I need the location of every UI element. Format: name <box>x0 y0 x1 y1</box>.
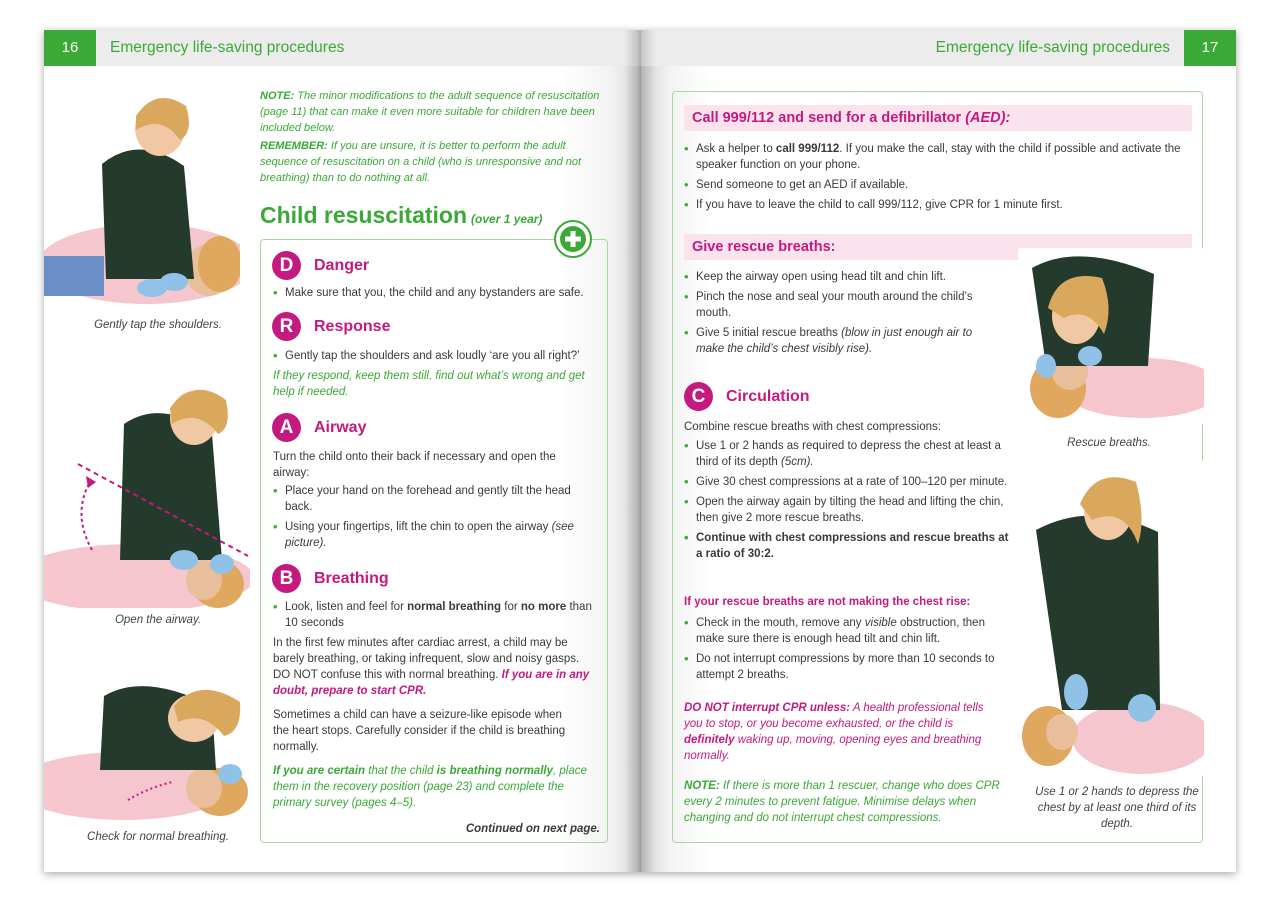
list-item <box>684 141 1184 173</box>
dont-c: waking up, moving, opening eyes and breathing normally. <box>684 734 982 762</box>
breathing-g3: is breathing normally <box>436 765 553 777</box>
breathing-para-1 <box>273 635 593 699</box>
right-page-header <box>640 30 1236 66</box>
list-item: • Pinch the nose and seal your mouth around the child’s mouth. <box>684 289 994 321</box>
list-item: • Give 30 chest compressions at a rate of 100–120 per minute. <box>684 474 1010 490</box>
letter-r-badge: R <box>272 312 301 341</box>
note-label: NOTE: <box>260 90 295 102</box>
danger-text <box>273 285 603 305</box>
list-item <box>273 599 603 631</box>
airway-intro: Turn the child onto their back if necessary and open the airway: <box>273 451 556 479</box>
call-title: Call 999/112 and send for a defibrillator <box>692 110 962 126</box>
step-airway <box>272 413 366 442</box>
circulation-text <box>684 419 1010 566</box>
list-item <box>273 519 578 551</box>
caption-check-breathing: Check for normal breathing. <box>87 831 229 843</box>
airway-text <box>273 449 578 555</box>
first-aid-cross-icon <box>554 220 592 258</box>
rescue-list <box>684 269 994 361</box>
list-item <box>684 615 1010 647</box>
open-booklet <box>44 30 1236 872</box>
running-header: Emergency life-saving procedures <box>640 30 1184 66</box>
letter-c-badge: C <box>684 382 713 411</box>
circ-b1-a: Use 1 or 2 hands as required to depress the chest at least a third of its depth <box>696 440 1001 468</box>
call-b1-b: call 999/112 <box>775 143 840 155</box>
step-response <box>272 312 390 341</box>
breathing-b1-c: for <box>504 601 518 613</box>
airway-b2-text: Using your fingertips, lift the chin to open the airway <box>285 521 549 533</box>
photo-chest-compressions <box>1022 460 1204 776</box>
call-b1-a: Ask a helper to <box>696 143 773 155</box>
response-text <box>273 348 603 400</box>
airway-b2-italic: (see picture). <box>285 521 574 549</box>
step-breathing-title: Breathing <box>314 569 389 587</box>
note2-label: NOTE: <box>684 780 720 792</box>
step-breathing <box>272 564 389 593</box>
remember-text: If you are unsure, it is better to perform the adult sequence of resuscitation on a child (who is unresponsive and not breathing) than to do nothing at all. <box>260 140 582 184</box>
breathing-g1: If you are certain <box>273 765 366 777</box>
photo-tap-shoulders <box>44 74 240 314</box>
rise-b1-b: visible <box>864 617 897 629</box>
running-header: Emergency life-saving procedures <box>96 30 640 66</box>
list-item <box>684 325 994 357</box>
breathing-b1-b: normal breathing <box>407 601 502 613</box>
call-title-aed: (AED): <box>965 110 1011 126</box>
list-item: • Place your hand on the forehead and gently tilt the head back. <box>273 483 578 515</box>
dont-a: A health professional tells you to stop, or you become exhausted, or the child is <box>684 702 984 730</box>
photo-open-airway <box>44 364 250 608</box>
call-list <box>684 141 1184 217</box>
breathing-text <box>273 599 603 811</box>
caption-open-airway: Open the airway. <box>114 614 202 626</box>
note-text: The minor modifications to the adult sequence of resuscitation (page 11) that can make it even more suitable for children have been included below. <box>260 90 600 134</box>
rescuer-note <box>684 778 1004 826</box>
do-not-interrupt-note <box>684 700 984 764</box>
breathing-para-2: Sometimes a child can have a seizure-like episode when the heart stops. Carefully consider if the child is breathing normally. <box>273 709 566 753</box>
page-number: 16 <box>44 30 96 66</box>
step-circulation-title: Circulation <box>726 387 810 405</box>
dont-b: definitely <box>684 734 735 746</box>
rise-title: If your rescue breaths are not making the chest rise: <box>684 596 971 608</box>
list-item: • If you have to leave the child to call 999/112, give CPR for 1 minute first. <box>684 197 1184 213</box>
breathing-para-3 <box>273 763 603 811</box>
step-danger-title: Danger <box>314 256 370 274</box>
breathing-p1-pink: If you are in any doubt, prepare to start CPR. <box>273 669 590 697</box>
call-b1-c: . If you make the call, stay with the child if possible and activate the speaker function on your phone. <box>696 143 1181 171</box>
list-item: • Open the airway again by tilting the head and lifting the chin, then give 2 more rescue breaths. <box>684 494 1010 526</box>
breathing-g2: that the child <box>368 765 434 777</box>
breathing-g4: , place them in the recovery position (page 23) and complete the primary survey (pages 4–5). <box>273 765 587 809</box>
list-item: • Keep the airway open using head tilt and chin lift. <box>684 269 994 285</box>
page-number: 17 <box>1184 30 1236 66</box>
intro-notes <box>260 88 600 188</box>
breathing-p1-text: In the first few minutes after cardiac arrest, a child may be barely breathing, or taking infrequent, slow and noisy gasps. DO NOT confuse this with normal breathing. <box>273 637 580 681</box>
section-title <box>260 202 542 229</box>
left-page-header <box>44 30 640 66</box>
breathing-b1-a: Look, listen and feel for <box>285 601 404 613</box>
dont-label: DO NOT interrupt CPR unless: <box>684 702 851 714</box>
note2-text: If there is more than 1 rescuer, change who does CPR every 2 minutes to prevent fatigue. Minimise delays when changing and do not interrupt chest compressions. <box>684 780 1000 824</box>
step-circulation <box>684 382 810 411</box>
title-text: Child resuscitation <box>260 202 468 228</box>
letter-b-badge: B <box>272 564 301 593</box>
step-response-title: Response <box>314 317 391 335</box>
rise-list <box>684 615 1010 687</box>
rise-b1-c: obstruction, then make sure there is enough head tilt and chin lift. <box>696 617 985 645</box>
left-page <box>44 30 640 872</box>
caption-chest-compressions: Use 1 or 2 hands to depress the chest by at least one third of its depth. <box>1035 786 1199 830</box>
step-danger <box>272 251 369 280</box>
list-item: • Send someone to get an AED if available. <box>684 177 1184 193</box>
rise-b1-a: Check in the mouth, remove any <box>696 617 862 629</box>
list-item: • Do not interrupt compressions by more than 10 seconds to attempt 2 breaths. <box>684 651 1010 683</box>
remember-label: REMEMBER: <box>260 140 328 152</box>
list-item <box>684 438 1010 470</box>
photo-rescue-breaths <box>1018 248 1204 424</box>
caption-rescue-breaths: Rescue breaths. <box>1067 437 1151 449</box>
circ-b1-b: (5cm). <box>781 456 814 468</box>
rescue-banner: Give rescue breaths: <box>684 234 1192 260</box>
rescue-b3-b: (blow in just enough air to make the child’s chest visibly rise). <box>696 327 973 355</box>
letter-d-badge: D <box>272 251 301 280</box>
letter-a-badge: A <box>272 413 301 442</box>
breathing-b1-e: than 10 seconds <box>285 601 592 629</box>
rescue-b3-a: Give 5 initial rescue breaths <box>696 327 838 339</box>
caption-tap-shoulders: Gently tap the shoulders. <box>94 319 222 331</box>
list-item: • Continue with chest compressions and rescue breaths at a ratio of 30:2. <box>684 530 1010 562</box>
response-note: If they respond, keep them still, find out what’s wrong and get help if needed. <box>273 370 585 398</box>
list-item: • Make sure that you, the child and any bystanders are safe. <box>273 285 603 301</box>
continued-note: Continued on next page. <box>465 823 600 835</box>
call-banner <box>684 105 1192 131</box>
photo-check-breathing <box>44 666 248 826</box>
breathing-b1-d: no more <box>520 601 567 613</box>
list-item: • Gently tap the shoulders and ask loudly ‘are you all right?’ <box>273 348 603 364</box>
title-subtitle: (over 1 year) <box>471 212 543 226</box>
step-airway-title: Airway <box>314 418 367 436</box>
circulation-intro: Combine rescue breaths with chest compressions: <box>684 421 941 433</box>
